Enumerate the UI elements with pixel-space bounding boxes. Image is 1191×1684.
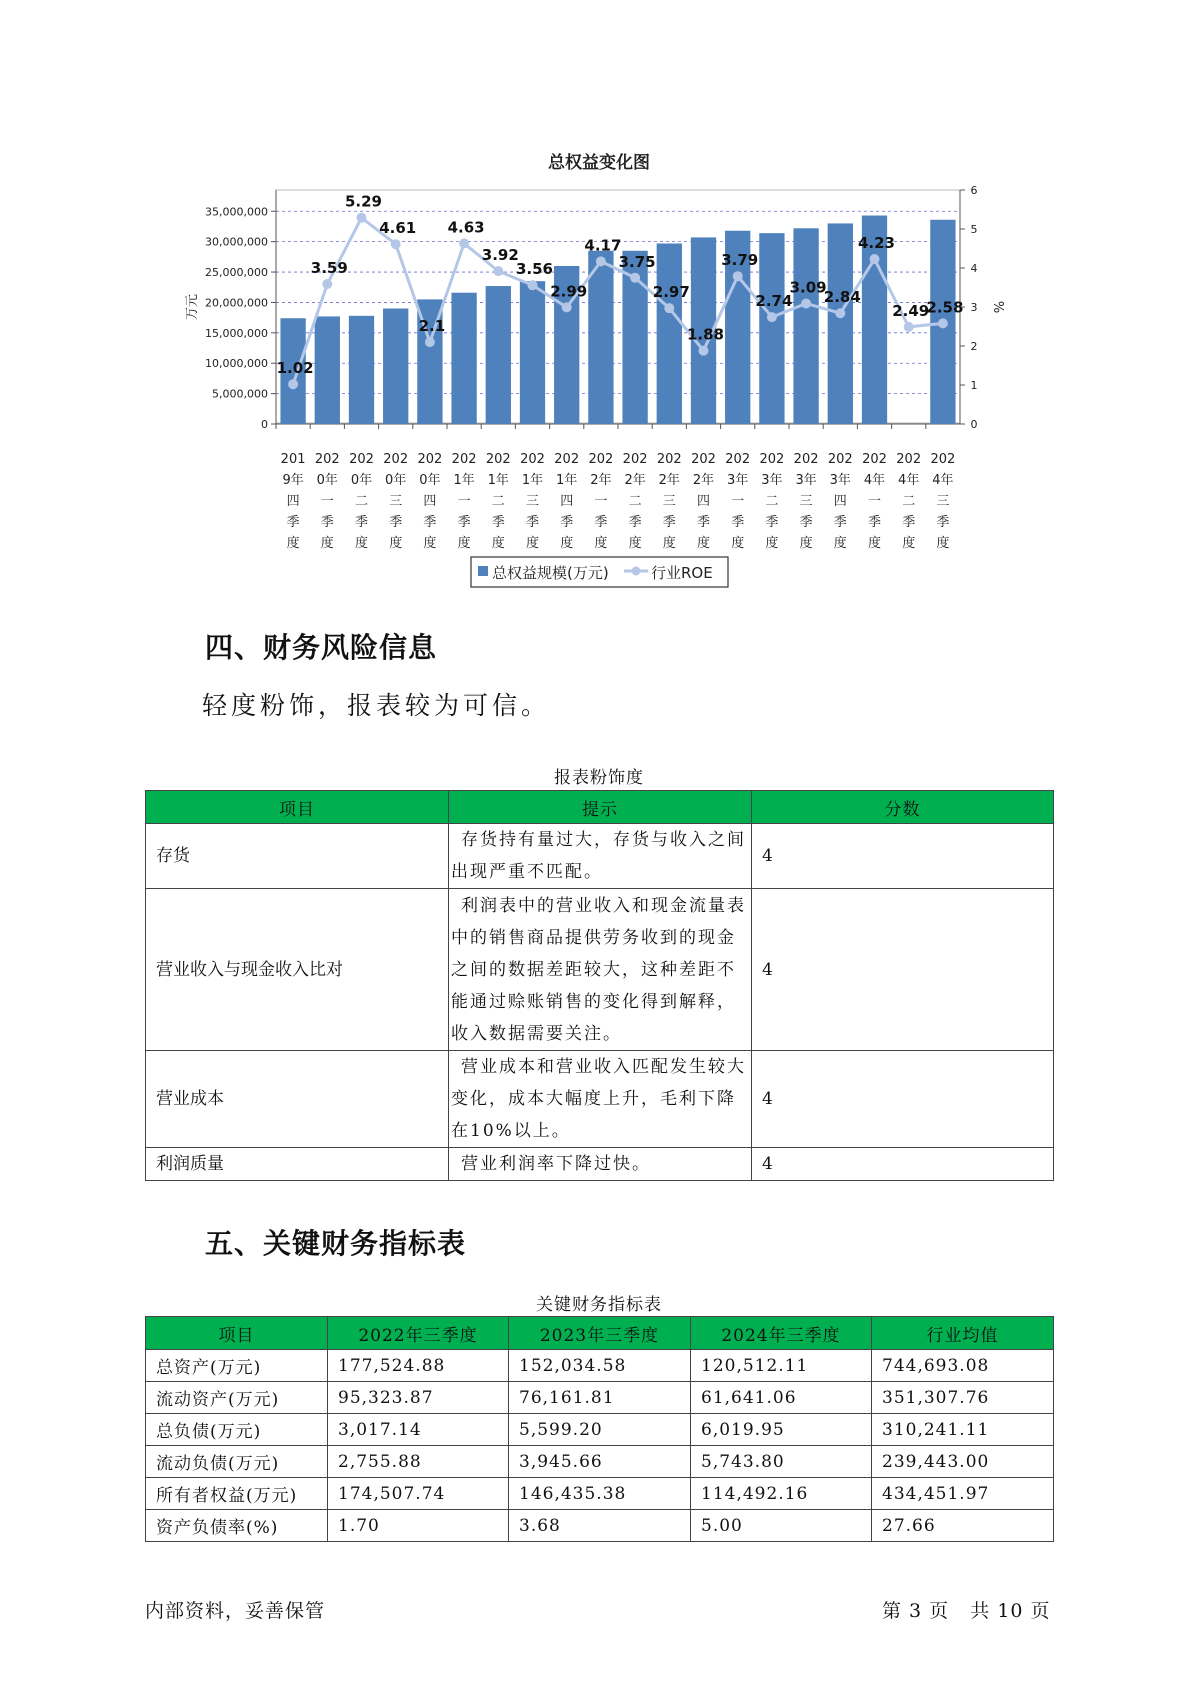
metric-name: 总资产(万元) — [146, 1350, 328, 1382]
x-tick-label: 季 — [731, 515, 745, 530]
x-tick-label: 度 — [867, 536, 882, 551]
x-tick-label: 季 — [594, 515, 608, 530]
metric-value: 27.66 — [872, 1510, 1054, 1542]
x-tick-label: 1年 — [453, 473, 475, 488]
x-tick-label: 季 — [457, 515, 471, 530]
y-right-tick-label: 3 — [970, 301, 978, 314]
metric-name: 所有者权益(万元) — [146, 1478, 328, 1510]
metric-value: 120,512.11 — [691, 1350, 872, 1382]
roe-point — [938, 318, 948, 328]
x-tick-label: 三 — [799, 494, 813, 509]
roe-data-label: 2.49 — [892, 301, 930, 320]
x-tick-label: 季 — [286, 515, 300, 530]
x-tick-label: 一 — [867, 494, 882, 509]
x-tick-label: 202 — [451, 452, 477, 467]
x-tick-label: 度 — [525, 536, 540, 551]
table-row — [146, 1051, 1054, 1148]
row-item: 营业成本 — [146, 1051, 449, 1148]
x-tick-label: 9年 — [282, 473, 304, 488]
header-tip: 提示 — [449, 791, 752, 824]
x-tick-label: 二 — [491, 494, 505, 509]
footer-page-number: 第 3 页 共 10 页 — [882, 1600, 1051, 1622]
x-tick-label: 季 — [525, 515, 540, 530]
metric-value: 5,743.80 — [691, 1446, 872, 1478]
roe-point — [596, 256, 606, 266]
row-score: 4 — [752, 1148, 1054, 1181]
table-row — [146, 1510, 1054, 1542]
metric-value: 239,443.00 — [872, 1446, 1054, 1478]
metric-value: 5.00 — [691, 1510, 872, 1542]
metric-value: 434,451.97 — [872, 1478, 1054, 1510]
metric-name: 流动资产(万元) — [146, 1382, 328, 1414]
x-tick-label: 度 — [320, 536, 334, 551]
metric-value: 1.70 — [328, 1510, 509, 1542]
metrics-table-header — [146, 1317, 1054, 1350]
x-tick-label: 202 — [827, 452, 853, 467]
roe-data-label: 2.74 — [755, 292, 793, 311]
metric-value: 174,507.74 — [328, 1478, 509, 1510]
x-tick-label: 度 — [662, 536, 676, 551]
metric-value: 3.68 — [509, 1510, 691, 1542]
x-tick-label: 202 — [349, 452, 374, 467]
roe-data-label: 3.59 — [310, 258, 348, 277]
x-tick-label: 二 — [628, 494, 642, 509]
metric-name: 总负债(万元) — [146, 1414, 328, 1446]
legend-line-marker — [632, 567, 641, 576]
roe-point — [288, 379, 298, 389]
header-2024q3: 2024年三季度 — [691, 1317, 872, 1350]
x-tick-label: 一 — [594, 494, 608, 509]
x-tick-label: 三 — [389, 494, 403, 509]
row-tip: 营业成本和营业收入匹配发生较大变化，成本大幅度上升，毛利下降在10%以上。 — [449, 1051, 752, 1148]
x-tick-label: 202 — [862, 452, 887, 467]
metric-name: 流动负债(万元) — [146, 1446, 328, 1478]
row-item: 营业收入与现金收入比对 — [146, 889, 449, 1051]
x-tick-label: 一 — [731, 494, 745, 509]
x-tick-label: 季 — [936, 515, 950, 530]
y-left-tick-label: 10,000,000 — [205, 357, 268, 371]
roe-data-label: 3.56 — [515, 260, 554, 279]
x-tick-label: 度 — [457, 536, 471, 551]
x-tick-label: 三 — [525, 494, 540, 509]
x-tick-label: 四 — [833, 494, 847, 509]
x-tick-label: 202 — [930, 452, 956, 467]
section5-heading: 五、关键财务指标表 — [205, 1227, 467, 1260]
header-item: 项目 — [146, 791, 449, 824]
x-tick-label: 0年 — [419, 473, 441, 488]
x-tick-label: 季 — [354, 515, 369, 530]
y-left-tick-label: 25,000,000 — [205, 266, 268, 280]
x-tick-label: 度 — [628, 536, 642, 551]
x-tick-label: 2年 — [692, 473, 715, 488]
bar — [315, 316, 340, 424]
x-tick-label: 202 — [759, 452, 785, 467]
x-tick-label: 度 — [936, 536, 950, 551]
metric-value: 310,241.11 — [872, 1414, 1054, 1446]
risk-table-header — [146, 791, 1054, 824]
table-row — [146, 1350, 1054, 1382]
x-tick-label: 3年 — [761, 473, 783, 488]
x-tick-label: 202 — [383, 452, 409, 467]
header-2023q3: 2023年三季度 — [509, 1317, 691, 1350]
legend-bar-label: 总权益规模(万元) — [492, 564, 609, 582]
x-tick-label: 季 — [902, 515, 916, 530]
metric-value: 351,307.76 — [872, 1382, 1054, 1414]
metric-value: 3,017.14 — [328, 1414, 509, 1446]
roe-data-label: 2.99 — [550, 282, 588, 301]
metric-value: 146,435.38 — [509, 1478, 691, 1510]
table-row — [146, 1478, 1054, 1510]
x-tick-label: 季 — [696, 515, 711, 530]
y-right-axis-label: % — [990, 300, 1005, 314]
x-tick-label: 度 — [354, 536, 369, 551]
row-tip: 存货持有量过大，存货与收入之间出现严重不匹配。 — [449, 824, 752, 889]
metric-value: 5,599.20 — [509, 1414, 691, 1446]
roe-point — [870, 254, 880, 264]
roe-point — [459, 238, 469, 248]
x-tick-label: 度 — [286, 536, 300, 551]
table-row — [146, 1414, 1054, 1446]
x-tick-label: 二 — [354, 494, 369, 509]
x-tick-label: 202 — [793, 452, 819, 467]
metric-value: 95,323.87 — [328, 1382, 509, 1414]
roe-data-label: 2.97 — [652, 283, 690, 302]
x-tick-label: 度 — [799, 536, 813, 551]
roe-data-label: 3.79 — [721, 251, 759, 270]
bar — [520, 281, 545, 424]
x-tick-label: 三 — [936, 494, 950, 509]
roe-data-label: 3.75 — [618, 252, 656, 271]
bar — [349, 316, 374, 424]
bar — [759, 233, 784, 424]
x-tick-label: 202 — [725, 452, 751, 467]
x-tick-label: 季 — [662, 515, 676, 530]
y-right-tick-label: 4 — [970, 262, 978, 275]
roe-point — [664, 303, 674, 313]
x-tick-label: 1年 — [487, 473, 509, 488]
metric-value: 114,492.16 — [691, 1478, 872, 1510]
bar — [828, 223, 853, 424]
y-left-axis-label: 万元 — [185, 293, 200, 321]
x-tick-label: 4年 — [898, 473, 920, 488]
x-tick-label: 度 — [594, 536, 608, 551]
header-item: 项目 — [146, 1317, 328, 1350]
risk-table-caption: 报表粉饰度 — [554, 768, 644, 788]
roe-data-label: 3.09 — [789, 278, 827, 297]
roe-point — [357, 213, 367, 223]
roe-point — [391, 239, 401, 249]
x-tick-label: 季 — [389, 515, 403, 530]
x-tick-label: 季 — [765, 515, 779, 530]
roe-point — [562, 302, 572, 312]
row-score: 4 — [752, 1051, 1054, 1148]
roe-data-label: 1.02 — [276, 359, 314, 378]
y-left-tick-label: 30,000,000 — [205, 235, 268, 249]
y-left-tick-label: 15,000,000 — [205, 326, 268, 340]
x-tick-label: 201 — [280, 452, 306, 467]
row-tip: 利润表中的营业收入和现金流量表中的销售商品提供劳务收到的现金之间的数据差距较大，这种差距不能通过赊账销售的变化得到解释，收入数据需要关注。 — [449, 889, 752, 1051]
table-row — [146, 889, 1054, 1051]
roe-data-label: 4.17 — [584, 236, 622, 255]
roe-point — [801, 298, 811, 308]
roe-point — [835, 308, 845, 318]
roe-data-label: 2.58 — [926, 298, 964, 317]
x-tick-label: 四 — [423, 494, 437, 509]
roe-point — [630, 273, 640, 283]
metric-value: 152,034.58 — [509, 1350, 691, 1382]
x-tick-label: 202 — [417, 452, 443, 467]
x-tick-label: 1年 — [556, 473, 578, 488]
metrics-table — [145, 1316, 1054, 1542]
y-left-tick-label: 20,000,000 — [205, 296, 268, 310]
x-tick-label: 三 — [662, 494, 676, 509]
x-tick-label: 3年 — [829, 473, 851, 488]
y-right-tick-label: 0 — [970, 418, 978, 431]
y-left-tick-label: 5,000,000 — [212, 387, 268, 401]
x-tick-label: 2年 — [590, 473, 612, 488]
roe-point — [322, 279, 332, 289]
x-tick-label: 季 — [867, 515, 882, 530]
metric-value: 76,161.81 — [509, 1382, 691, 1414]
x-tick-label: 季 — [628, 515, 642, 530]
roe-point — [699, 346, 709, 356]
metric-name: 资产负债率(%) — [146, 1510, 328, 1542]
x-tick-label: 度 — [902, 536, 916, 551]
roe-data-label: 4.23 — [857, 234, 896, 253]
x-tick-label: 四 — [286, 494, 300, 509]
x-tick-label: 一 — [320, 494, 334, 509]
x-tick-label: 度 — [765, 536, 779, 551]
x-tick-label: 度 — [423, 536, 437, 551]
x-tick-label: 1年 — [521, 473, 544, 488]
roe-point — [493, 266, 503, 276]
roe-data-label: 4.61 — [379, 219, 417, 238]
x-tick-label: 2年 — [624, 473, 646, 488]
bar — [657, 243, 682, 424]
row-score: 4 — [752, 824, 1054, 889]
x-tick-label: 度 — [491, 536, 505, 551]
table-row — [146, 824, 1054, 889]
x-tick-label: 202 — [622, 452, 648, 467]
table-row — [146, 1446, 1054, 1478]
row-item: 利润质量 — [146, 1148, 449, 1181]
roe-point — [767, 312, 777, 322]
x-tick-label: 0年 — [350, 473, 373, 488]
x-tick-label: 季 — [320, 515, 334, 530]
y-left-tick-label: 35,000,000 — [205, 205, 268, 219]
x-tick-label: 202 — [691, 452, 716, 467]
roe-point — [733, 271, 743, 281]
metric-value: 744,693.08 — [872, 1350, 1054, 1382]
y-left-tick-labels — [205, 205, 268, 431]
x-tick-label: 202 — [485, 452, 511, 467]
table-row — [146, 1148, 1054, 1181]
x-tick-label: 0年 — [316, 473, 338, 488]
roe-data-label: 4.63 — [447, 218, 485, 237]
roe-point — [904, 322, 914, 332]
row-item: 存货 — [146, 824, 449, 889]
metric-value: 177,524.88 — [328, 1350, 509, 1382]
row-tip: 营业利润率下降过快。 — [449, 1148, 752, 1181]
chart-title: 总权益变化图 — [548, 153, 650, 173]
metrics-table-caption: 关键财务指标表 — [536, 1295, 662, 1315]
bar — [383, 309, 408, 424]
risk-summary: 轻度粉饰，报表较为可信。 — [202, 691, 551, 720]
roe-data-label: 5.29 — [344, 192, 383, 211]
footer-confidential-note: 内部资料，妥善保管 — [145, 1600, 326, 1622]
x-tick-label: 2年 — [658, 473, 680, 488]
roe-data-label: 2.1 — [418, 317, 446, 336]
x-tick-label: 4年 — [932, 473, 954, 488]
x-tick-label: 0年 — [385, 473, 407, 488]
header-score: 分数 — [752, 791, 1054, 824]
metric-value: 61,641.06 — [691, 1382, 872, 1414]
x-tick-label: 度 — [833, 536, 847, 551]
y-right-tick-labels — [971, 184, 978, 431]
bar — [793, 228, 818, 424]
roe-data-label: 1.88 — [686, 325, 725, 344]
section4-heading: 四、财务风险信息 — [205, 631, 438, 664]
roe-point — [425, 337, 435, 347]
x-tick-label: 度 — [731, 536, 745, 551]
roe-line-series — [277, 193, 964, 390]
legend-line-label: 行业ROE — [651, 564, 713, 582]
y-right-tick-label: 2 — [970, 340, 978, 353]
x-tick-label: 度 — [696, 536, 711, 551]
chart-grid — [271, 190, 965, 429]
x-tick-label: 季 — [833, 515, 847, 530]
x-tick-label: 度 — [560, 536, 574, 551]
bar — [588, 251, 613, 424]
header-industry-avg: 行业均值 — [872, 1317, 1054, 1350]
roe-data-label: 3.92 — [481, 246, 519, 265]
roe-point — [528, 280, 538, 290]
x-tick-label: 季 — [491, 515, 505, 530]
x-tick-label: 202 — [588, 452, 614, 467]
y-right-tick-label: 1 — [970, 379, 978, 392]
x-tick-label: 度 — [389, 536, 403, 551]
bar — [451, 293, 476, 424]
x-tick-label: 一 — [457, 494, 471, 509]
x-tick-label: 202 — [314, 452, 340, 467]
x-tick-label: 3年 — [727, 473, 749, 488]
metric-value: 2,755.88 — [328, 1446, 509, 1478]
x-tick-label: 202 — [656, 452, 682, 467]
y-right-tick-label: 6 — [970, 184, 978, 197]
x-tick-label: 四 — [560, 494, 574, 509]
x-tick-label: 季 — [423, 515, 437, 530]
x-tick-label: 202 — [554, 452, 580, 467]
roe-data-label: 2.84 — [823, 288, 861, 307]
y-right-tick-label: 5 — [970, 223, 978, 236]
y-left-tick-label: 0 — [261, 418, 268, 431]
x-tick-label: 202 — [520, 452, 545, 467]
x-tick-label: 202 — [896, 452, 922, 467]
x-tick-label: 四 — [696, 494, 711, 509]
x-tick-label: 4年 — [863, 473, 886, 488]
x-tick-labels — [281, 452, 956, 551]
metric-value: 3,945.66 — [509, 1446, 691, 1478]
risk-table — [145, 790, 1054, 1181]
equity-chart — [0, 0, 1191, 600]
chart-legend — [471, 557, 728, 587]
x-tick-label: 3年 — [795, 473, 817, 488]
header-2022q3: 2022年三季度 — [328, 1317, 509, 1350]
metric-value: 6,019.95 — [691, 1414, 872, 1446]
bar — [486, 286, 511, 424]
x-tick-label: 二 — [902, 494, 916, 509]
x-tick-label: 二 — [765, 494, 779, 509]
table-row — [146, 1382, 1054, 1414]
x-tick-label: 季 — [799, 515, 813, 530]
x-tick-label: 季 — [560, 515, 574, 530]
legend-bar-swatch — [478, 566, 488, 576]
row-score: 4 — [752, 889, 1054, 1051]
